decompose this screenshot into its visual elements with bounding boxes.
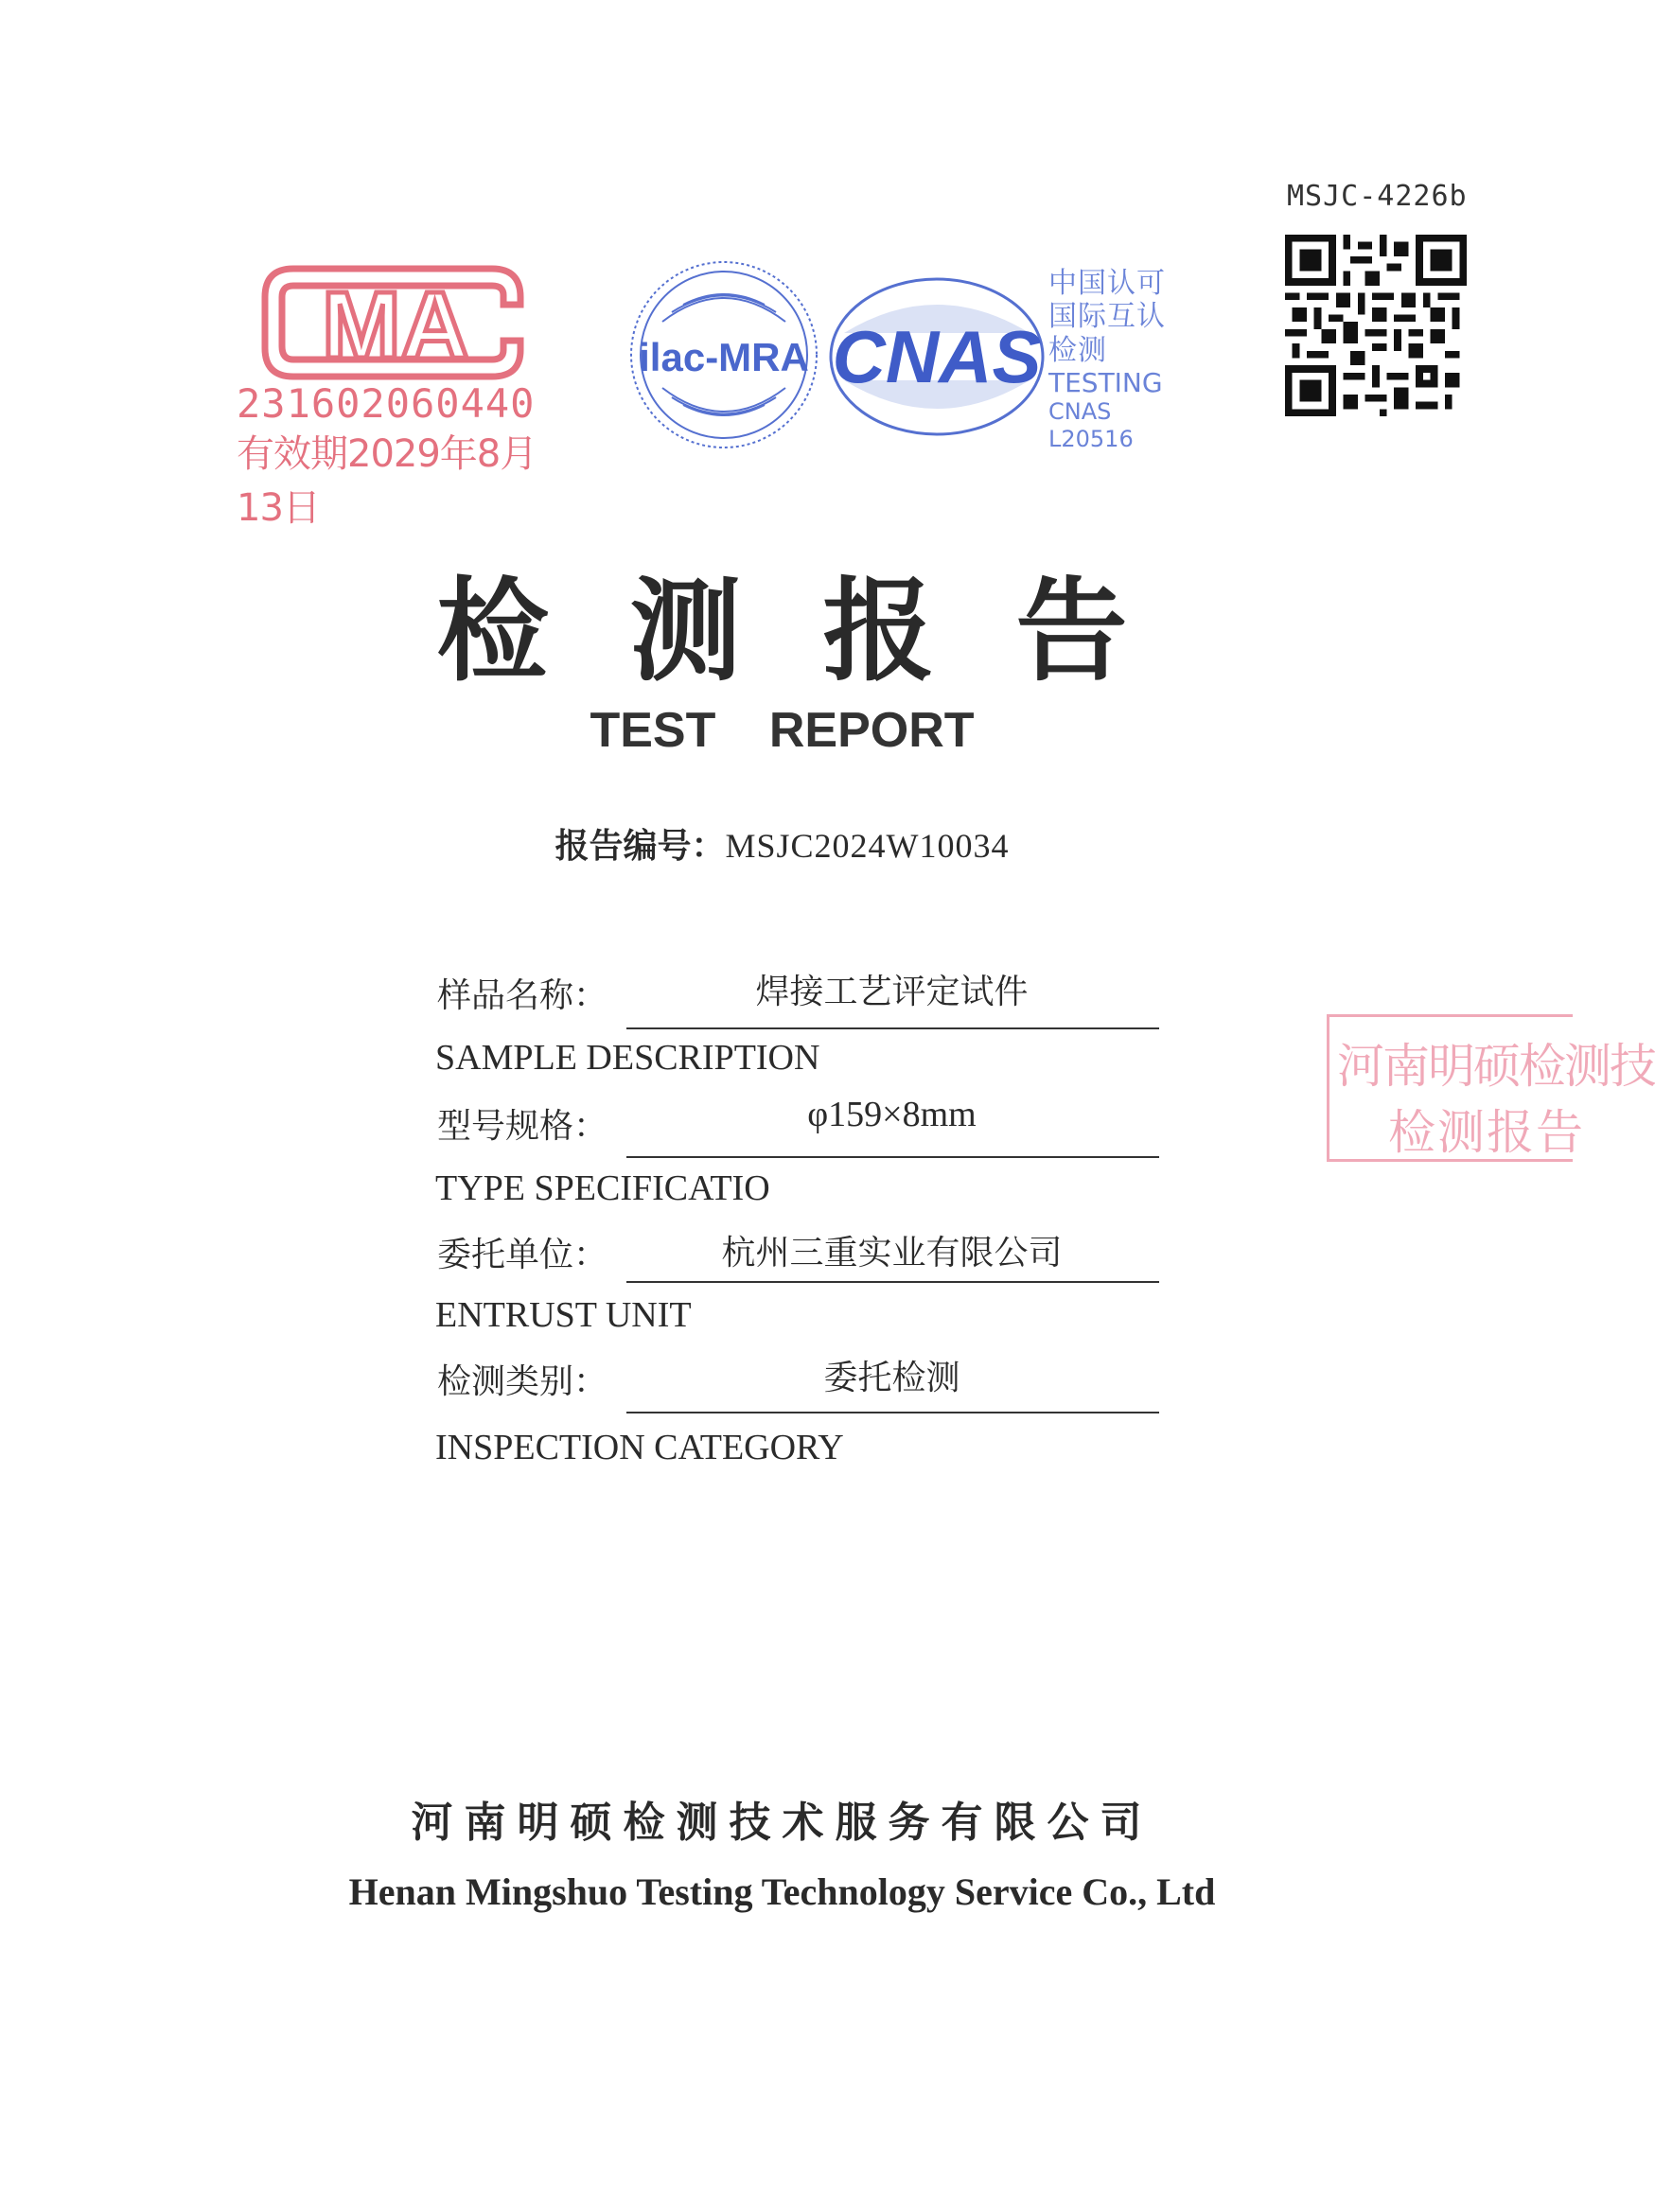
cnas-text: CNAS (832, 315, 1042, 398)
cma-logo-text: MA (322, 272, 469, 378)
document-code: MSJC-4226b (1287, 180, 1468, 213)
type-specification-label: TYPE SPECIFICATIO (435, 1168, 770, 1208)
cnas-description (1048, 267, 1190, 452)
seal-line-1: 河南明硕检测技 (1337, 1039, 1655, 1094)
type-spec-label: 型号规格： (437, 1107, 608, 1146)
inspection-category-label: 检测类别： (437, 1362, 608, 1401)
cnas-line-3: 检测 (1048, 333, 1107, 367)
cnas-line-2: 国际互认 (1048, 300, 1166, 334)
entrust-unit-en-label: ENTRUST UNIT (435, 1295, 692, 1335)
report-number-label: 报告编号： (555, 827, 726, 866)
ilac-mra-text: ilac-MRA (639, 335, 809, 379)
sample-name-value: 焊接工艺评定试件 (755, 973, 1029, 1011)
inspection-category-value: 委托检测 (823, 1359, 960, 1397)
cma-number: 231602060440 (237, 380, 536, 427)
report-number-value: MSJC2024W10034 (725, 827, 1010, 865)
sample-description-label: SAMPLE DESCRIPTION (435, 1038, 820, 1078)
cnas-logo-icon (823, 267, 1050, 447)
entrust-unit-value: 杭州三重实业有限公司 (721, 1234, 1063, 1273)
inspection-category-en-label: INSPECTION CATEGORY (435, 1428, 844, 1467)
cnas-line-5: CNAS L20516 (1048, 398, 1134, 452)
qr-code-icon (1285, 235, 1467, 416)
ilac-mra-logo-icon (625, 255, 823, 454)
sample-name-label: 样品名称： (437, 976, 608, 1015)
field-underline (626, 1027, 1159, 1029)
cnas-line-1: 中国认可 (1048, 267, 1166, 300)
company-name-cn: 河南明硕检测技术服务有限公司 (411, 1799, 1153, 1847)
company-seal-stamp (1327, 1014, 1655, 1162)
cnas-line-4: TESTING (1048, 367, 1163, 399)
company-name-en: Henan Mingshuo Testing Technology Service Co., Ltd (348, 1870, 1216, 1913)
field-underline (626, 1156, 1159, 1158)
report-number (0, 819, 1564, 868)
seal-line-2: 检测报告 (1388, 1105, 1585, 1160)
page-title-en: TEST REPORT (590, 703, 975, 758)
field-underline (626, 1412, 1159, 1413)
entrust-unit-label: 委托单位： (437, 1236, 608, 1274)
type-spec-value: φ159×8mm (807, 1095, 977, 1134)
cma-valid-date: 有效期2029年8月13日 (237, 432, 537, 530)
page-title-cn: 检测报告 (436, 565, 1209, 696)
field-underline (626, 1281, 1159, 1283)
